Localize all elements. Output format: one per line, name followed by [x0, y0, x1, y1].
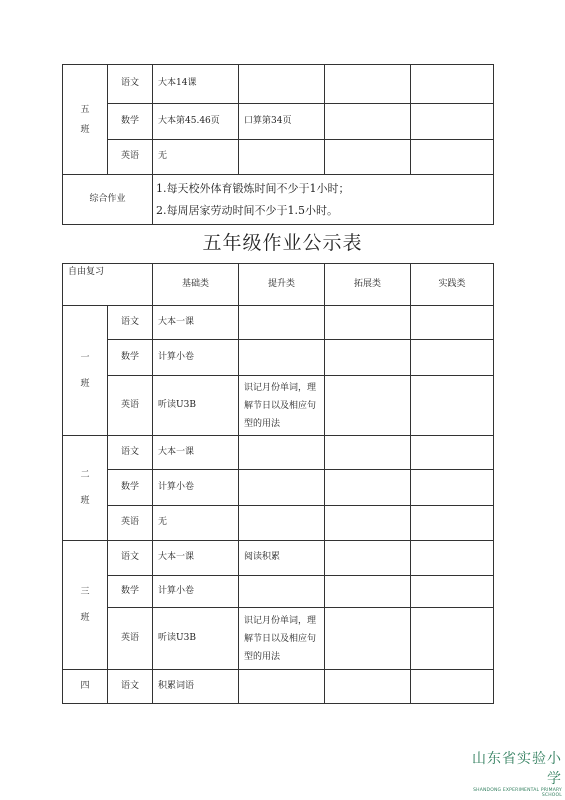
practice-cell [411, 436, 494, 470]
extended-cell [325, 340, 411, 376]
extended-cell [325, 140, 411, 175]
practice-cell [411, 376, 494, 436]
basic-cell: 积累词语 [153, 670, 239, 704]
basic-cell: 计算小卷 [153, 576, 239, 608]
subject-cell: 英语 [108, 608, 153, 670]
extended-cell [325, 576, 411, 608]
practice-cell [411, 670, 494, 704]
table-row [63, 541, 494, 576]
summary-line: 1.每天校外体育锻炼时间不少于1小时； [156, 181, 350, 195]
advanced-cell [239, 506, 325, 541]
header-first-cell: 自由复习 [63, 264, 153, 306]
table-row [63, 470, 494, 506]
subject-cell: 数学 [108, 470, 153, 506]
subject-cell: 语文 [108, 670, 153, 704]
extended-cell [325, 506, 411, 541]
grade5-homework-table [62, 263, 494, 704]
basic-cell: 大本14课 [153, 65, 239, 104]
class-cell [63, 436, 108, 541]
subject-cell: 语文 [108, 541, 153, 576]
table-row [63, 576, 494, 608]
basic-cell: 大本一课 [153, 306, 239, 340]
basic-cell: 计算小卷 [153, 470, 239, 506]
header-advanced: 提升类 [239, 264, 325, 306]
extended-cell [325, 470, 411, 506]
class-label: 二 班 [80, 470, 90, 506]
advanced-cell [239, 436, 325, 470]
basic-cell: 大本第45.46页 [153, 104, 239, 140]
practice-cell [411, 65, 494, 104]
table-row [63, 670, 494, 704]
advanced-cell: 阅读积累 [239, 541, 325, 576]
page-title: 五年级作业公示表 [202, 232, 363, 254]
subject-cell: 数学 [108, 576, 153, 608]
table-row [63, 608, 494, 670]
advanced-cell: 识记月份单词，理解节日以及相应句型的用法 [239, 376, 325, 436]
extended-cell [325, 306, 411, 340]
advanced-cell [239, 306, 325, 340]
basic-cell: 无 [153, 140, 239, 175]
practice-cell [411, 340, 494, 376]
extended-cell [325, 104, 411, 140]
table-row [63, 340, 494, 376]
summary-line: 2.每周居家劳动时间不少于1.5小时。 [156, 203, 338, 217]
extended-cell [325, 376, 411, 436]
practice-cell [411, 104, 494, 140]
school-name-cn: 山东省实验小学 [472, 751, 562, 787]
class-label: 三 班 [80, 587, 90, 623]
practice-cell [411, 541, 494, 576]
practice-cell [411, 576, 494, 608]
advanced-cell [239, 670, 325, 704]
subject-cell: 数学 [108, 340, 153, 376]
school-logo [470, 748, 562, 798]
table-row [63, 65, 494, 104]
subject-cell: 语文 [108, 65, 153, 104]
table-row [63, 436, 494, 470]
basic-cell: 大本一课 [153, 541, 239, 576]
subject-cell: 语文 [108, 306, 153, 340]
summary-content [153, 175, 494, 225]
basic-cell: 听读U3B [153, 608, 239, 670]
extended-cell [325, 65, 411, 104]
practice-cell [411, 140, 494, 175]
header-row [63, 264, 494, 306]
basic-cell: 听读U3B [153, 376, 239, 436]
table-row [63, 376, 494, 436]
table-row [63, 104, 494, 140]
header-basic: 基础类 [153, 264, 239, 306]
subject-cell: 英语 [108, 506, 153, 541]
subject-cell: 数学 [108, 104, 153, 140]
practice-cell [411, 470, 494, 506]
class-label: 五 班 [80, 104, 90, 135]
table-row [63, 506, 494, 541]
basic-cell: 大本一课 [153, 436, 239, 470]
class-label: 一 班 [80, 352, 90, 389]
class-cell: 四 [63, 670, 108, 704]
header-practice: 实践类 [411, 264, 494, 306]
header-extended: 拓展类 [325, 264, 411, 306]
subject-cell: 英语 [108, 376, 153, 436]
extended-cell [325, 436, 411, 470]
advanced-cell [239, 340, 325, 376]
class-cell [63, 306, 108, 436]
advanced-cell [239, 65, 325, 104]
subject-cell: 语文 [108, 436, 153, 470]
advanced-cell: 识记月份单词，理解节日以及相应句型的用法 [239, 608, 325, 670]
advanced-cell: 口算第34页 [239, 104, 325, 140]
summary-row [63, 175, 494, 225]
table-row [63, 306, 494, 340]
advanced-cell [239, 576, 325, 608]
advanced-cell [239, 470, 325, 506]
subject-cell: 英语 [108, 140, 153, 175]
school-name-en: SHANDONG EXPERIMENTAL PRIMARY SCHOOL [473, 788, 562, 798]
practice-cell [411, 608, 494, 670]
practice-cell [411, 306, 494, 340]
extended-cell [325, 670, 411, 704]
class5-homework-table [62, 64, 494, 225]
class-cell [63, 65, 108, 175]
extended-cell [325, 608, 411, 670]
summary-label: 综合作业 [63, 175, 153, 225]
class-cell [63, 541, 108, 670]
basic-cell: 计算小卷 [153, 340, 239, 376]
advanced-cell [239, 140, 325, 175]
practice-cell [411, 506, 494, 541]
basic-cell: 无 [153, 506, 239, 541]
extended-cell [325, 541, 411, 576]
table-row [63, 140, 494, 175]
